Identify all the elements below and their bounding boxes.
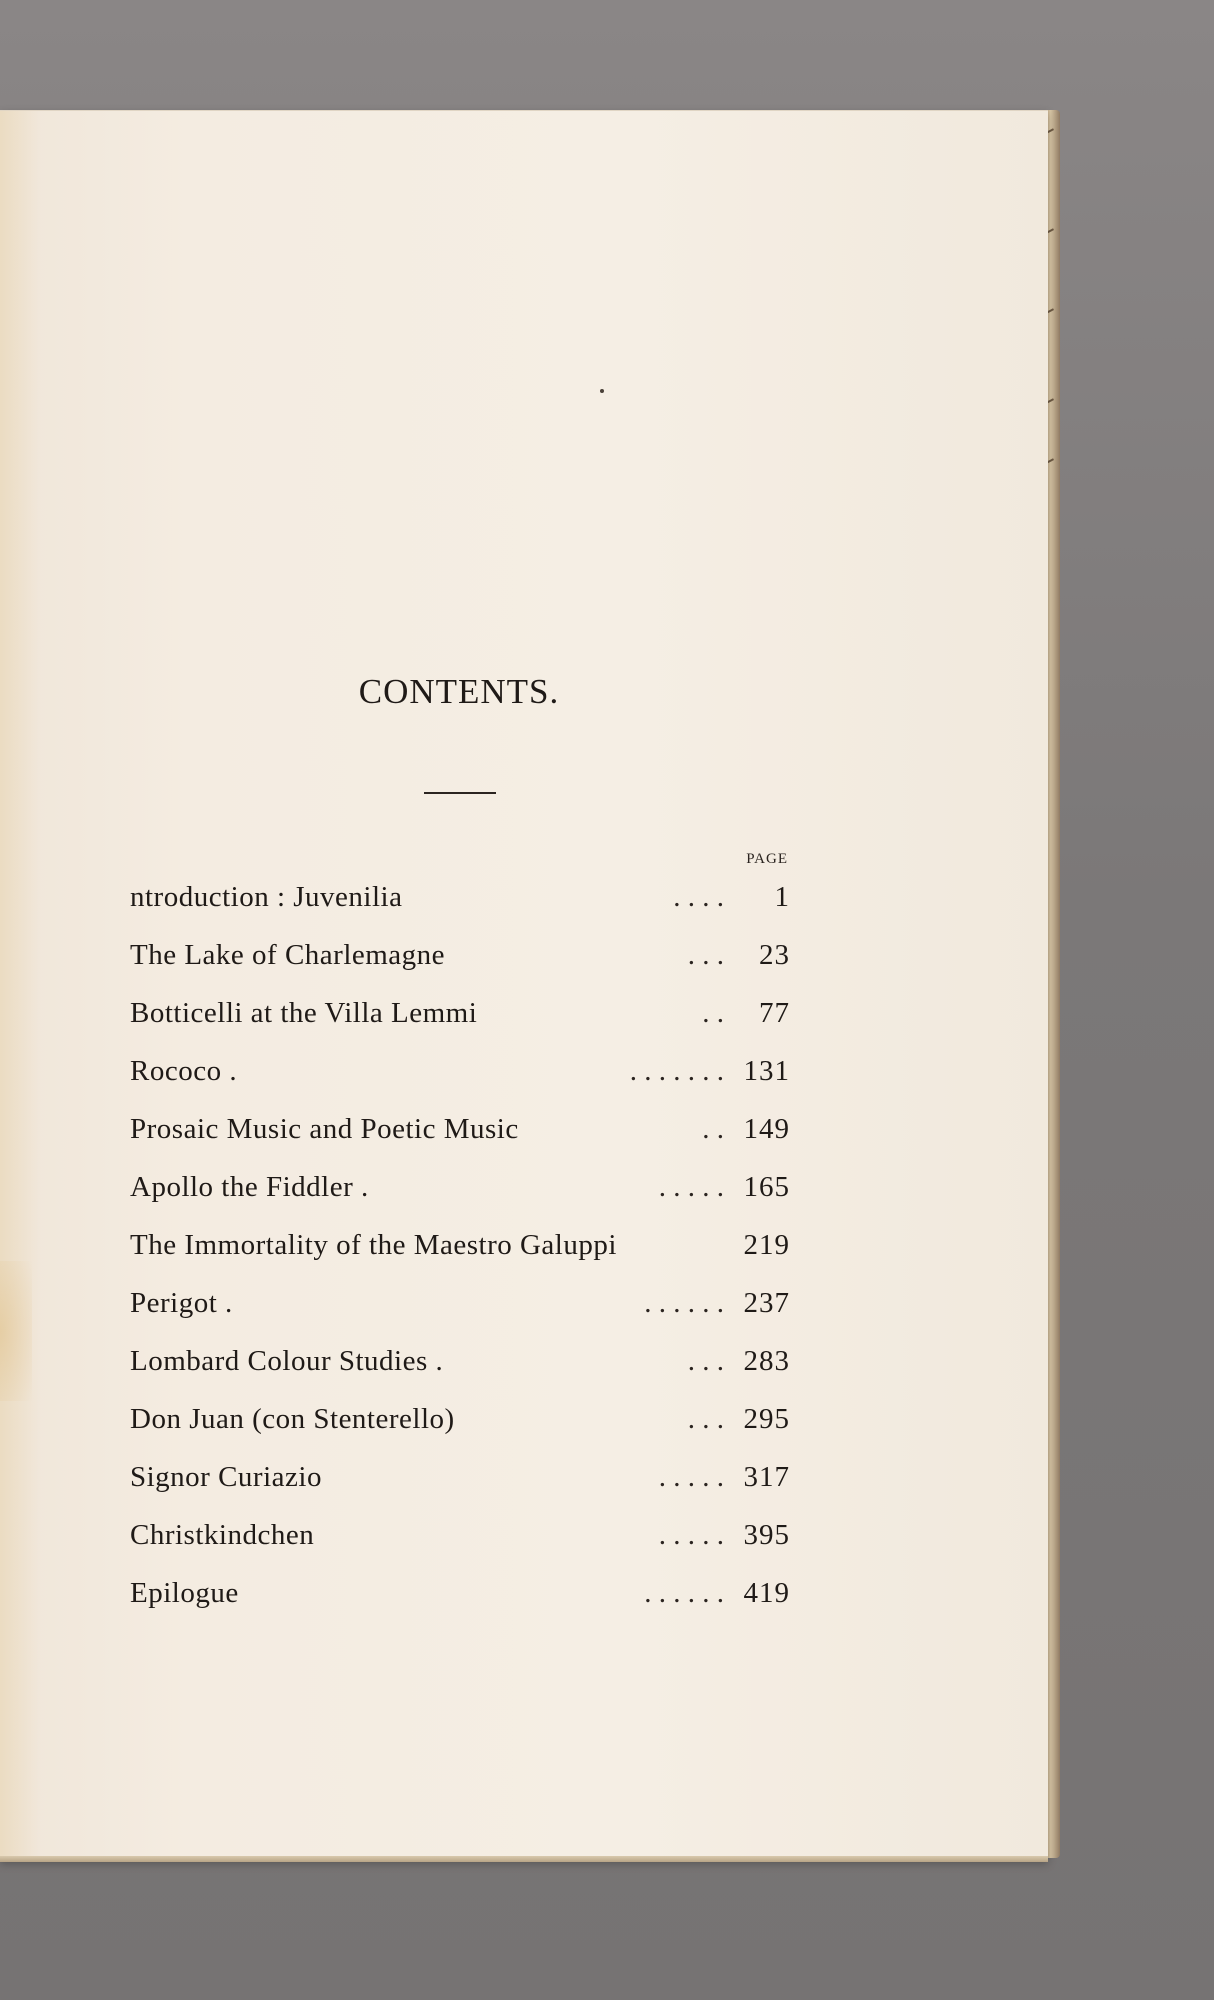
toc-entry-title: ntroduction : Juvenilia [130,881,403,913]
toc-leader-dots: . . . . . . [644,1577,724,1609]
contents-heading: CONTENTS. [358,672,560,711]
toc-leader-dots: . . . . . . [644,1287,724,1319]
toc-entry-title: Botticelli at the Villa Lemmi [130,997,478,1029]
toc-leader-dots: . . [702,997,724,1029]
toc-entry-title: Don Juan (con Stenterello) [130,1403,455,1435]
toc-entry [130,1216,790,1274]
heading-rule [424,792,496,794]
toc-entry [130,1100,790,1158]
toc-entry [130,984,790,1042]
toc-entry-title: Christkindchen [130,1519,315,1551]
toc-page-number: 317 [743,1461,790,1493]
toc-entry [130,1564,790,1622]
toc-entry-title: Lombard Colour Studies . [130,1345,444,1377]
toc-leader-dots: . . . . . [658,1171,724,1203]
toc-leader-dots: . . . [687,1345,724,1377]
toc-entry [130,1448,790,1506]
ink-speck [600,389,604,393]
toc-page-number: 283 [743,1345,790,1377]
toc-page-number: 77 [759,997,790,1029]
toc-leader-dots: . . . [687,1403,724,1435]
table-of-contents [130,868,790,1622]
toc-leader-dots: . . [702,1113,724,1145]
toc-page-number: 219 [743,1229,790,1261]
page-column-label: PAGE [746,851,788,867]
toc-leader-dots: . . . . . . . [629,1055,724,1087]
toc-page-number: 295 [743,1403,790,1435]
toc-page-number: 395 [743,1519,790,1551]
toc-entry [130,1506,790,1564]
toc-entry-title: Signor Curiazio [130,1461,322,1493]
toc-page-number: 237 [743,1287,790,1319]
page-stain [0,1261,32,1401]
toc-entry-title: Epilogue [130,1577,239,1609]
toc-entry [130,1274,790,1332]
toc-entry [130,1158,790,1216]
toc-leader-dots: . . . [687,939,724,971]
toc-entry-title: The Immortality of the Maestro Galuppi [130,1229,617,1261]
toc-page-number: 149 [743,1113,790,1145]
toc-entry [130,1042,790,1100]
toc-entry [130,926,790,984]
toc-entry-title: The Lake of Charlemagne [130,939,446,971]
toc-page-number: 131 [743,1055,790,1087]
page-bottom-edge [0,1856,1048,1862]
toc-entry-title: Perigot . [130,1287,233,1319]
toc-page-number: 1 [774,881,790,913]
toc-entry-title: Prosaic Music and Poetic Music [130,1113,519,1145]
toc-entry-title: Rococo . [130,1055,238,1087]
toc-entry-title: Apollo the Fiddler . [130,1171,369,1203]
toc-entry [130,1332,790,1390]
toc-leader-dots: . . . . [673,881,724,913]
toc-page-number: 23 [759,939,790,971]
toc-page-number: 419 [743,1577,790,1609]
toc-leader-dots: . . . . . [658,1519,724,1551]
toc-entry [130,868,790,926]
toc-entry [130,1390,790,1448]
toc-page-number: 165 [743,1171,790,1203]
toc-leader-dots: . . . . . [658,1461,724,1493]
